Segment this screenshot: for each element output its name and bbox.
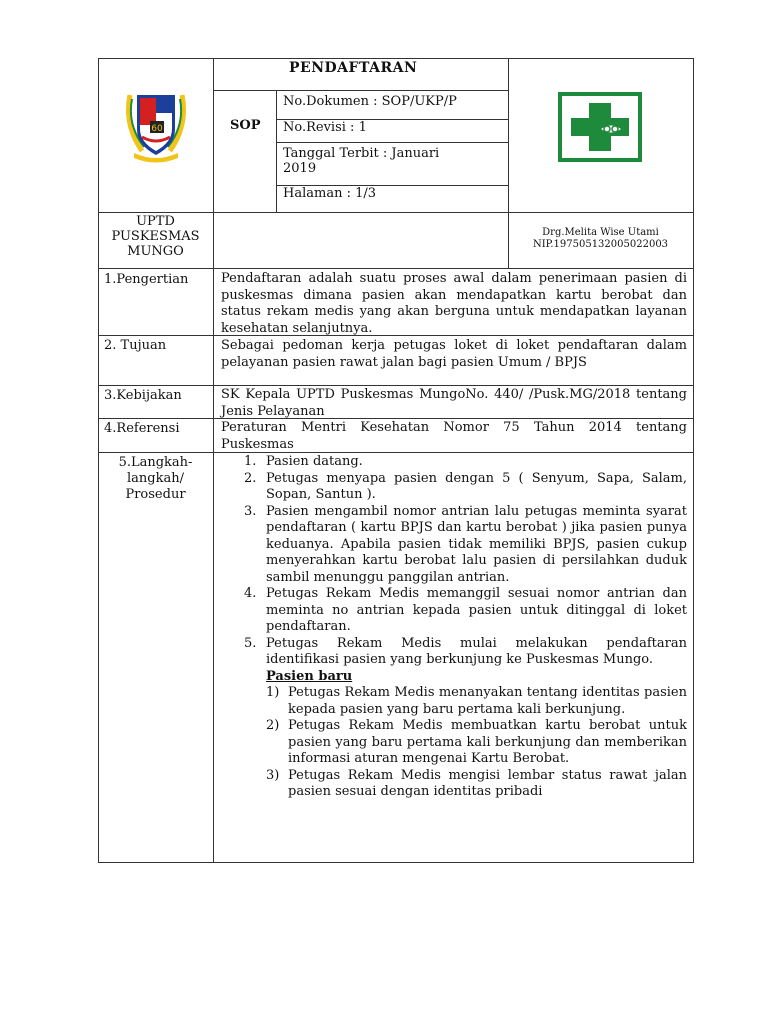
procedure-substep: 2) Petugas Rekam Medis membuatkan kartu berobat untuk pasien yang baru pertama kali berkunjung dan memberikan informasi aturan mengenai Kartu Berobat. bbox=[266, 718, 687, 766]
procedure-substep: 3) Petugas Rekam Medis mengisi lembar status rawat jalan pasien sesuai dengan identitas pribadi bbox=[266, 767, 687, 799]
table-border-bottom bbox=[98, 862, 694, 863]
body-column-divider bbox=[213, 268, 214, 863]
header-row-divider bbox=[98, 212, 694, 213]
referensi-label: 4.Referensi bbox=[104, 421, 180, 436]
table-border-right bbox=[693, 58, 694, 863]
procedure-step: 1. Pasien datang. bbox=[244, 454, 363, 469]
sop-divider bbox=[276, 90, 277, 212]
svg-text:60: 60 bbox=[151, 124, 163, 134]
procedure-substep: 1) Petugas Rekam Medis menanyakan tentang identitas pasien kepada pasien yang baru pertama kali berkunjung. bbox=[266, 685, 687, 717]
signer-nip: NIP.197505132005022003 bbox=[532, 239, 669, 250]
prosedur-label-line2: langkah/ bbox=[127, 471, 184, 486]
page-number: Halaman : 1/3 bbox=[283, 186, 377, 201]
referensi-text: Peraturan Mentri Kesehatan Nomor 75 Tahun 2014 tentang Puskesmas bbox=[221, 420, 687, 452]
org-name-line3: MUNGO bbox=[127, 244, 184, 259]
meta-divider-2 bbox=[276, 142, 508, 143]
tujuan-label: 2. Tujuan bbox=[104, 338, 167, 353]
date-issued-line2: 2019 bbox=[283, 161, 317, 176]
doc-number: No.Dokumen : SOP/UKP/P bbox=[283, 94, 457, 109]
prosedur-label-line3: Prosedur bbox=[125, 487, 186, 502]
procedure-step: 2. Petugas menyapa pasien dengan 5 ( Senyum, Sapa, Salam, Sopan, Santun ). bbox=[244, 470, 687, 502]
row-divider-pengertian bbox=[98, 268, 694, 269]
prosedur-label-line1: 5.Langkah- bbox=[118, 455, 193, 470]
pengertian-text: Pendaftaran adalah suatu proses awal dalam penerimaan pasien di puskesmas dimana pasien akan mendapatkan kartu berobat dan status rekam medis yang akan berguna untuk mendapatkan layanan kesehatan selanjutnya. bbox=[221, 271, 687, 336]
document-title: PENDAFTARAN bbox=[289, 60, 418, 76]
procedure-steps-list bbox=[244, 454, 687, 669]
regional-emblem-logo bbox=[122, 85, 190, 163]
signer-name: Drg.Melita Wise Utami bbox=[542, 227, 659, 238]
date-issued-line1: Tanggal Terbit : Januari bbox=[283, 146, 440, 161]
revision-number: No.Revisi : 1 bbox=[283, 120, 367, 135]
org-name-line2: PUSKESMAS bbox=[111, 229, 200, 244]
pasien-baru-heading: Pasien baru bbox=[266, 668, 353, 684]
tujuan-text: Sebagai pedoman kerja petugas loket di loket pendaftaran dalam pelayanan pasien rawat jalan bagi pasien Umum / BPJS bbox=[221, 338, 687, 370]
table-border-top bbox=[98, 58, 694, 59]
org-name-line1: UPTD bbox=[136, 214, 175, 229]
row-divider-kebijakan bbox=[98, 385, 694, 386]
title-row-divider bbox=[213, 90, 508, 91]
pengertian-label: 1.Pengertian bbox=[104, 272, 189, 287]
sop-label: SOP bbox=[230, 118, 261, 133]
procedure-step: 3. Pasien mengambil nomor antrian lalu petugas meminta syarat pendaftaran ( kartu BPJS dan kartu berobat ) jika pasien punya keduanya. Apabila pasien tidak memiliki BPJS, pasien cukup menyerahkan kartu berobat lalu pasien di persilahkan duduk sambil menunggu panggilan antrian. bbox=[244, 503, 687, 585]
prosedur-content bbox=[244, 454, 687, 860]
procedure-step: 5. Petugas Rekam Medis mulai melakukan pendaftaran identifikasi pasien yang berkunjung ke Puskesmas Mungo. bbox=[244, 635, 687, 667]
kebijakan-text: SK Kepala UPTD Puskesmas MungoNo. 440/ /Pusk.MG/2018 tentang Jenis Pelayanan bbox=[221, 387, 687, 419]
procedure-step: 4. Petugas Rekam Medis memanggil sesuai nomor antrian dan meminta no antrian kepada pasien untuk ditinggal di loket pendaftaran. bbox=[244, 586, 687, 634]
kebijakan-label: 3.Kebijakan bbox=[104, 388, 182, 403]
pasien-baru-substeps bbox=[244, 685, 687, 801]
puskesmas-logo bbox=[557, 91, 643, 163]
